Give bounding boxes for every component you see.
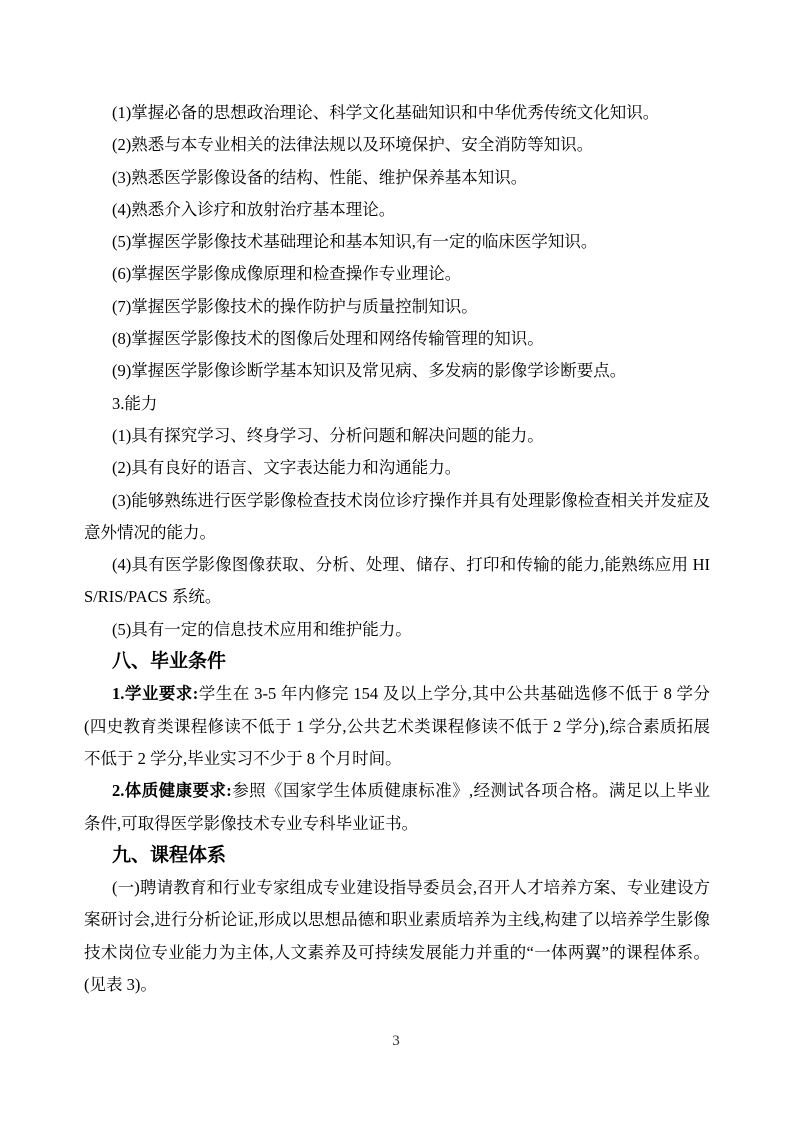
- paragraph: 2.体质健康要求:参照《国家学生体质健康标准》,经测试各项合格。满足以上毕业条件,可取得医学影像技术专业专科毕业证书。: [84, 781, 711, 833]
- section-heading: 八、毕业条件: [112, 651, 227, 673]
- paragraph: (2)具有良好的语言、文字表达能力和沟通能力。: [112, 458, 462, 478]
- paragraph: (4)具有医学影像图像获取、分析、处理、储存、打印和传输的能力,能熟练应用 HIS/RIS/PACS 系统。: [84, 555, 710, 607]
- paragraph: (8)掌握医学影像技术的图像后处理和网络传输管理的知识。: [112, 329, 544, 349]
- document-body: [84, 97, 710, 1001]
- paragraph: (1)掌握必备的思想政治理论、科学文化基础知识和中华优秀传统文化知识。: [112, 103, 660, 122]
- paragraph: 3.能力: [112, 393, 158, 413]
- paragraph: (一)聘请教育和行业专家组成专业建设指导委员会,召开人才培养方案、专业建设方案研讨会,进行分析论证,形成以思想品德和职业素质培养为主线,构建了以培养学生影像技术岗位专业能力为主体,人文素养及可持续发展能力并重的“一体两翼”的课程体系。(见表 3)。: [84, 878, 710, 995]
- paragraph: (5)掌握医学影像技术基础理论和基本知识,有一定的临床医学知识。: [112, 232, 598, 252]
- paragraph: (3)熟悉医学影像设备的结构、性能、维护保养基本知识。: [112, 167, 528, 187]
- paragraph: (4)熟悉介入诊疗和放射治疗基本理论。: [112, 199, 396, 219]
- paragraph: (5)具有一定的信息技术应用和维护能力。: [112, 619, 412, 639]
- section-heading: 九、课程体系: [112, 844, 227, 866]
- page-number: 3: [392, 1033, 400, 1049]
- paragraph: (1)具有探究学习、终身学习、分析问题和解决问题的能力。: [112, 425, 544, 445]
- paragraph: (6)掌握医学影像成像原理和检查操作专业理论。: [112, 264, 462, 284]
- paragraph-bold-lead: 1.学业要求:: [112, 684, 199, 704]
- paragraph: (3)能够熟练进行医学影像检查技术岗位诊疗操作并具有处理影像检查相关并发症及意外情况的能力。: [84, 490, 710, 542]
- paragraph-bold-lead: 2.体质健康要求:: [112, 781, 232, 801]
- paragraph: 1.学业要求:学生在 3-5 年内修完 154 及以上学分,其中公共基础选修不低于 8 学分(四史教育类课程修读不低于 1 学分,公共艺术类课程修读不低于 2 学分),综合素质拓展不低于 2 学分,毕业实习不少于 8 个月时间。: [84, 684, 711, 768]
- paragraph: (7)掌握医学影像技术的操作防护与质量控制知识。: [112, 296, 478, 316]
- paragraph: (2)熟悉与本专业相关的法律法规以及环境保护、安全消防等知识。: [112, 135, 594, 155]
- paragraph: (9)掌握医学影像诊断学基本知识及常见病、多发病的影像学诊断要点。: [112, 361, 627, 381]
